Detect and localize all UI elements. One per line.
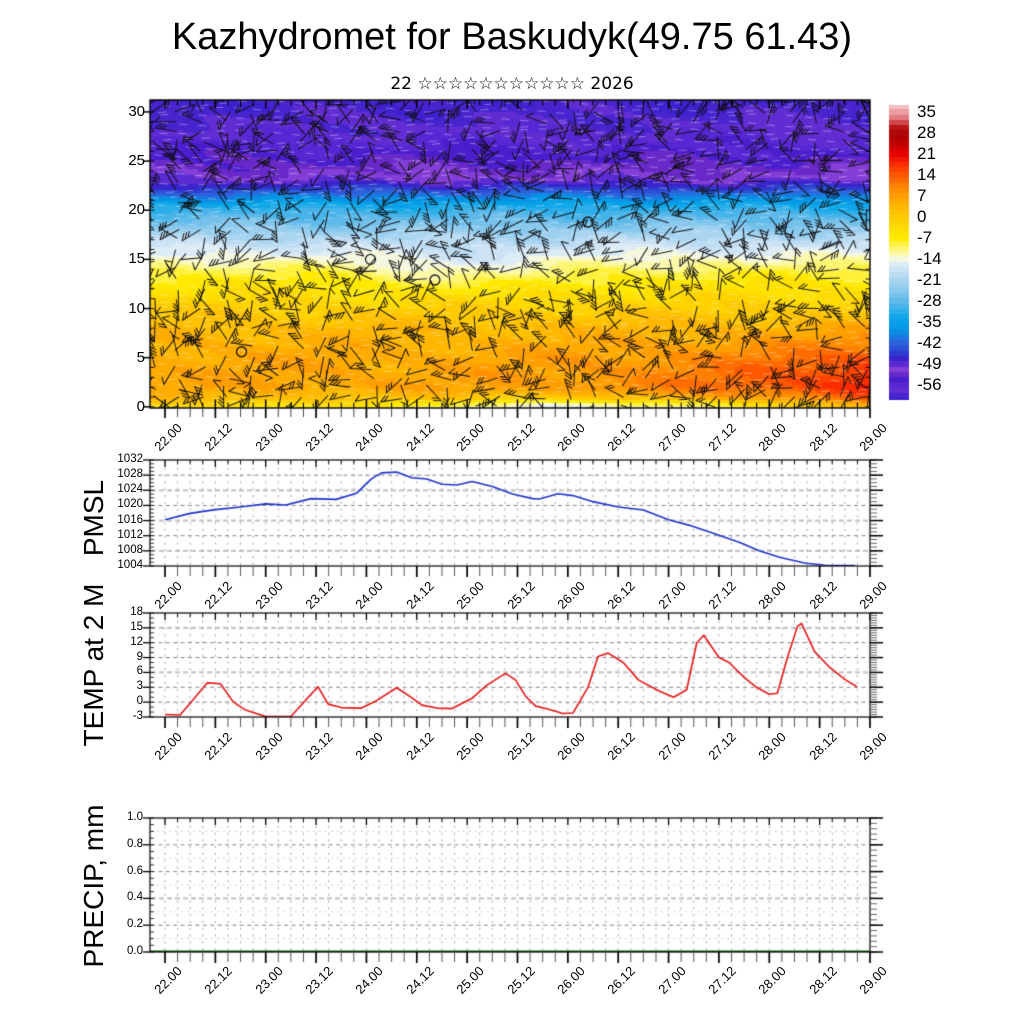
cross-section-y-tick-label: 5 [136,348,145,366]
page-title: Kazhydromet for Baskudyk(49.75 61.43) [171,16,853,58]
x-tick-label: 25.12 [503,420,538,454]
x-tick-label: 26.00 [554,729,588,763]
x-tick-label: 23.12 [302,578,336,612]
x-tick-label: 28.00 [755,578,790,612]
x-tick-label: 28.12 [805,420,840,454]
pmsl-y-tick-label: 1032 [117,453,143,465]
pmsl-y-tick-label: 1020 [117,498,143,511]
colorbar-tick-label: 21 [917,144,936,163]
x-tick-label: 27.00 [654,729,689,763]
x-tick-label: 24.12 [403,963,437,997]
x-tick-label: 27.00 [654,963,689,997]
x-tick-label: 22.00 [151,578,185,612]
pmsl-y-tick-label: 1028 [117,468,143,481]
colorbar-tick-label: 0 [917,207,927,226]
precip-y-tick-label: 0.2 [127,918,143,931]
temp2m-y-tick-label: 15 [130,620,143,633]
colorbar-tick-label: 35 [917,102,936,121]
colorbar-tick-label: -28 [917,291,942,310]
pmsl-y-tick-label: 1004 [117,559,143,571]
x-tick-label: 28.00 [755,963,790,997]
x-tick-label: 24.00 [352,578,387,612]
x-tick-label: 26.00 [554,578,588,612]
x-tick-label: 22.12 [201,963,236,997]
pmsl-y-tick-label: 1024 [117,483,143,496]
cross-section-y-tick-label: 0 [136,397,145,415]
precip-y-tick-label: 0.0 [127,945,143,957]
x-tick-label: 25.12 [503,963,538,997]
pmsl-y-tick-label: 1008 [117,543,143,556]
x-tick-label: 22.12 [201,729,236,763]
x-tick-label: 27.00 [654,420,689,454]
cross-section-y-tick-label: 20 [128,201,145,219]
precip-y-tick-label: 1.0 [127,811,143,823]
temp-axis-title: TEMP at 2 M [78,583,109,747]
colorbar-tick-label: -14 [917,249,942,268]
x-tick-label: 24.00 [352,963,387,997]
x-tick-label: 28.00 [755,420,790,454]
x-tick-label: 27.12 [705,420,739,454]
x-tick-label: 27.12 [705,729,739,763]
x-tick-label: 25.00 [453,963,488,997]
pmsl-y-tick-label: 1012 [117,528,143,541]
x-tick-label: 26.12 [604,729,639,763]
temp2m-y-tick-label: 12 [130,635,143,648]
cross-section-y-tick-label: 25 [128,152,145,170]
x-tick-label: 25.00 [453,578,488,612]
temp2m-y-tick-label: 3 [136,680,143,693]
colorbar-tick-label: -49 [917,354,942,373]
cross-section-y-tick-label: 15 [128,250,145,268]
x-tick-label: 29.00 [856,420,890,454]
precip-y-tick-label: 0.6 [127,864,143,877]
x-tick-label: 23.12 [302,420,336,454]
colorbar-tick-label: -7 [917,228,933,247]
x-tick-label: 24.12 [403,729,437,763]
pmsl-axis-title: PMSL [78,479,109,557]
page-subtitle: 22 ☆☆☆☆☆☆☆☆☆☆☆ 2026 [390,74,634,94]
temp2m-y-tick-label: 18 [130,606,143,618]
x-tick-label: 24.00 [352,420,387,454]
precip-y-tick-label: 0.4 [127,891,143,904]
colorbar-tick-label: 28 [917,123,936,142]
x-tick-label: 22.00 [151,963,185,997]
x-tick-label: 26.12 [604,578,639,612]
x-tick-label: 24.12 [403,578,437,612]
x-tick-label: 23.00 [251,420,286,454]
pmsl-y-tick-label: 1016 [117,513,143,526]
colorbar-tick-label: -35 [917,312,942,331]
x-tick-label: 23.12 [302,729,336,763]
x-tick-label: 28.12 [805,729,840,763]
x-tick-label: 29.00 [856,963,890,997]
x-tick-label: 25.12 [503,578,538,612]
x-tick-label: 23.00 [251,729,286,763]
temp2m-y-tick-label: 9 [136,650,143,663]
x-tick-label: 29.00 [856,729,890,763]
temp2m-y-tick-label: 6 [136,665,143,678]
x-tick-label: 22.12 [201,420,236,454]
cross-section-y-tick-label: 30 [128,102,145,120]
x-tick-label: 27.00 [654,578,689,612]
x-tick-label: 24.00 [352,729,387,763]
colorbar-tick-label: -56 [917,375,942,394]
cross-section-y-tick-label: 10 [128,299,145,317]
precip-y-tick-label: 0.8 [127,837,143,850]
x-tick-label: 23.00 [251,578,286,612]
x-tick-label: 25.00 [453,420,488,454]
colorbar-tick-label: 14 [917,165,936,184]
x-tick-label: 27.12 [705,578,739,612]
x-tick-label: 25.12 [503,729,538,763]
colorbar-tick-label: -42 [917,333,942,352]
x-tick-label: 22.00 [151,420,185,454]
colorbar-tick-label: -21 [917,270,942,289]
x-tick-label: 27.12 [705,963,739,997]
x-tick-label: 28.12 [805,578,840,612]
x-tick-label: 25.00 [453,729,488,763]
x-tick-label: 26.00 [554,963,588,997]
x-tick-label: 23.00 [251,963,286,997]
x-tick-label: 22.12 [201,578,236,612]
x-tick-label: 22.00 [151,729,185,763]
x-tick-label: 23.12 [302,963,336,997]
temp2m-y-tick-label: 0 [136,695,143,708]
x-tick-label: 28.00 [755,729,790,763]
x-tick-label: 28.12 [805,963,840,997]
x-tick-label: 29.00 [856,578,890,612]
colorbar-tick-label: 7 [917,186,927,205]
precip-axis-title: PRECIP, mm [78,804,109,968]
x-tick-label: 26.12 [604,420,639,454]
x-tick-label: 24.12 [403,420,437,454]
x-tick-label: 26.12 [604,963,639,997]
temp2m-y-tick-label: -3 [132,710,143,722]
x-tick-label: 26.00 [554,420,588,454]
